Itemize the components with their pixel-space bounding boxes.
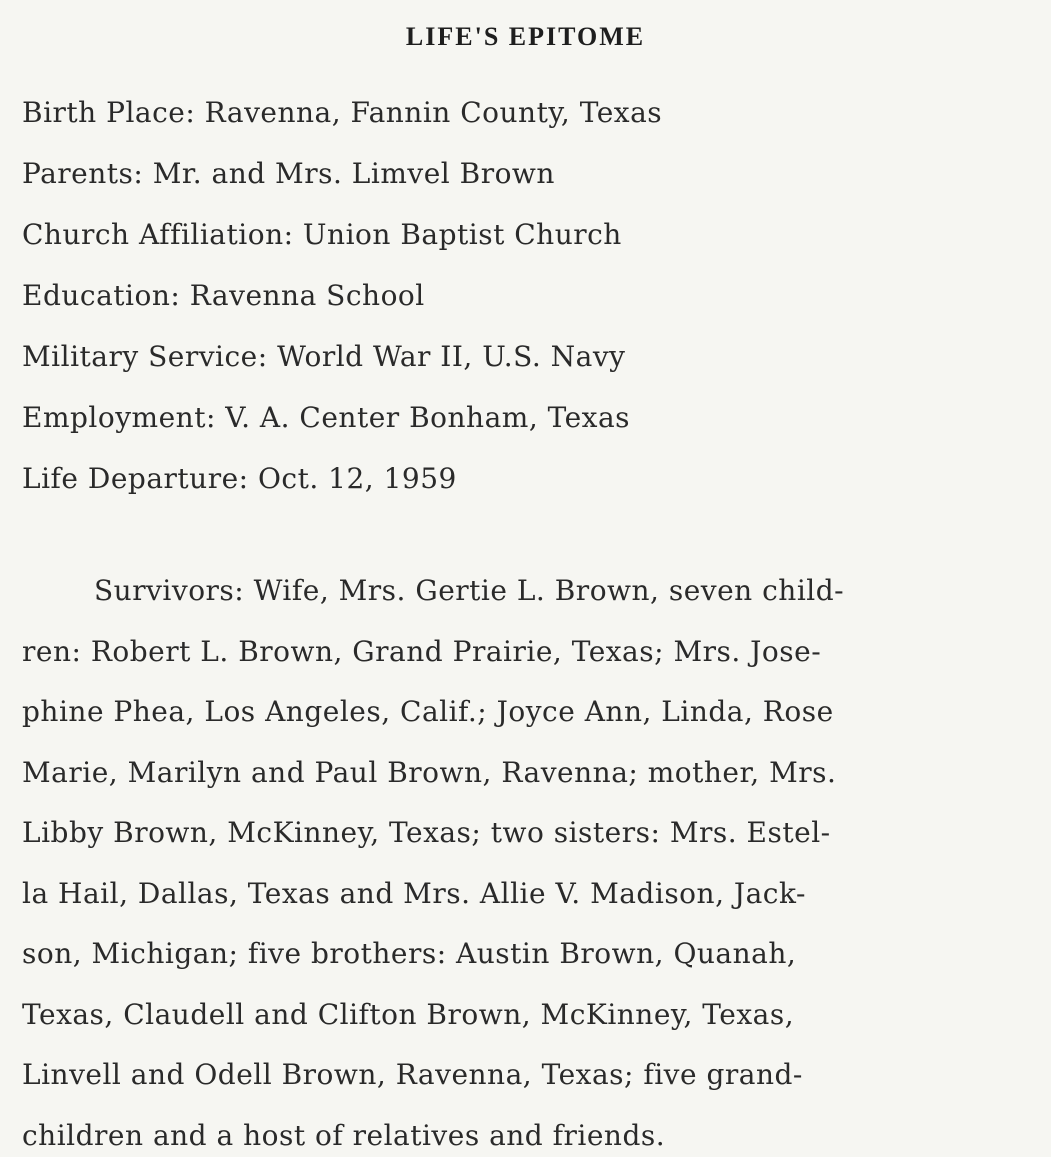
- page-title: LIFE'S EPITOME: [405, 22, 646, 51]
- survivors-line: phine Phea, Los Angeles, Calif.; Joyce Ann, Linda, Rose: [22, 695, 834, 728]
- survivors-paragraph: [22, 570, 1022, 1157]
- survivors-line: ren: Robert L. Brown, Grand Prairie, Texas; Mrs. Jose-: [22, 634, 822, 668]
- survivors-line: Linvell and Odell Brown, Ravenna, Texas; five grand-: [22, 1058, 803, 1091]
- survivors-line: Marie, Marilyn and Paul Brown, Ravenna; mother, Mrs.: [22, 755, 837, 789]
- fact-church-affiliation: Church Affiliation: Union Baptist Church: [22, 218, 622, 251]
- survivors-line: Texas, Claudell and Clifton Brown, McKinney, Texas,: [22, 997, 795, 1031]
- fact-employment: Employment: V. A. Center Bonham, Texas: [22, 401, 631, 434]
- survivors-line: Survivors: Wife, Mrs. Gertie L. Brown, seven child-: [94, 574, 845, 607]
- survivors-line: la Hail, Dallas, Texas and Mrs. Allie V. Madison, Jack-: [22, 876, 806, 910]
- life-facts-list: [22, 92, 1022, 519]
- fact-birth-place: Birth Place: Ravenna, Fannin County, Texas: [22, 96, 663, 129]
- fact-parents: Parents: Mr. and Mrs. Limvel Brown: [22, 157, 555, 190]
- fact-education: Education: Ravenna School: [22, 279, 425, 312]
- survivors-line: children and a host of relatives and friends.: [22, 1118, 666, 1152]
- fact-military-service: Military Service: World War II, U.S. Navy: [22, 340, 626, 373]
- fact-life-departure: Life Departure: Oct. 12, 1959: [22, 462, 457, 495]
- survivors-line: son, Michigan; five brothers: Austin Brown, Quanah,: [22, 937, 797, 970]
- survivors-line: Libby Brown, McKinney, Texas; two sisters: Mrs. Estel-: [22, 816, 831, 849]
